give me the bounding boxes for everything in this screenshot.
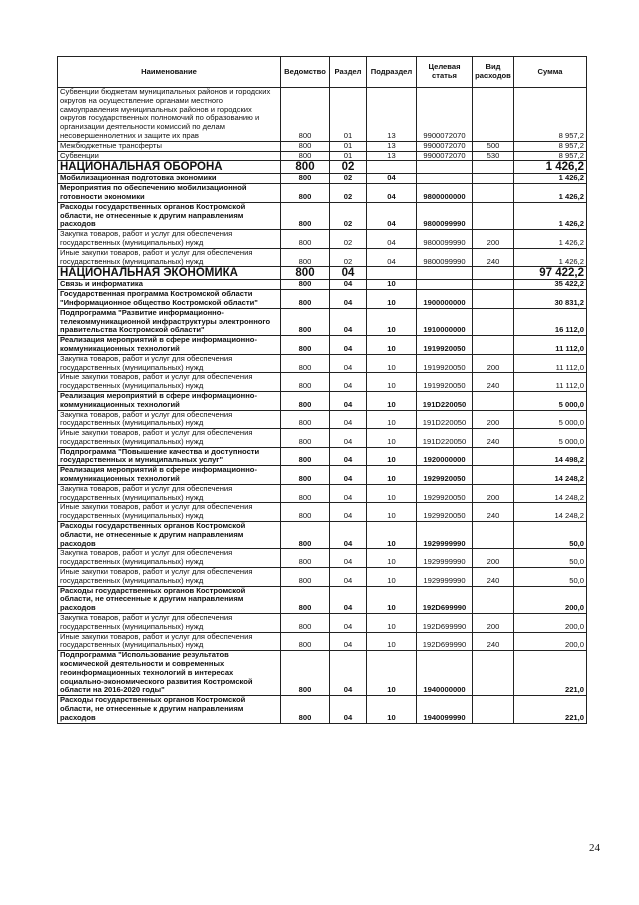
cell-vr: 500 — [473, 141, 514, 151]
cell-name: Реализация мероприятий в сфере информационно-коммуникационных технологий — [58, 391, 281, 410]
cell-sum: 5 000,0 — [514, 429, 587, 448]
cell-cs: 9800099990 — [417, 202, 473, 229]
cell-ved: 800 — [281, 391, 330, 410]
cell-podr: 13 — [367, 151, 417, 161]
cell-sum: 30 831,2 — [514, 290, 587, 309]
table-row — [58, 308, 587, 335]
cell-razd: 01 — [330, 88, 367, 142]
cell-cs: 1919920050 — [417, 373, 473, 392]
cell-razd: 04 — [330, 503, 367, 522]
cell-razd: 04 — [330, 308, 367, 335]
cell-sum: 16 112,0 — [514, 308, 587, 335]
cell-sum: 200,0 — [514, 632, 587, 651]
cell-sum: 5 000,0 — [514, 410, 587, 429]
header-cs: Целевая статья — [417, 57, 473, 88]
cell-ved: 800 — [281, 202, 330, 229]
cell-ved: 800 — [281, 373, 330, 392]
cell-ved: 800 — [281, 632, 330, 651]
cell-vr — [473, 88, 514, 142]
cell-name: Подпрограмма "Использование результатов космической деятельности и современных геоинформационных технологий в интересах социально-экономического развития Костромской области на 2016-2020 годы" — [58, 651, 281, 696]
cell-razd: 04 — [330, 429, 367, 448]
table-row — [58, 373, 587, 392]
cell-sum: 11 112,0 — [514, 373, 587, 392]
cell-ved: 800 — [281, 141, 330, 151]
header-name: Наименование — [58, 57, 281, 88]
budget-table — [57, 56, 587, 724]
cell-podr: 10 — [367, 549, 417, 568]
cell-cs: 1929999990 — [417, 568, 473, 587]
cell-vr: 240 — [473, 503, 514, 522]
table-row — [58, 248, 587, 267]
cell-name: Закупка товаров, работ и услуг для обеспечения государственных (муниципальных) нужд — [58, 230, 281, 249]
cell-podr: 10 — [367, 391, 417, 410]
cell-podr: 10 — [367, 373, 417, 392]
cell-podr: 10 — [367, 280, 417, 290]
table-row — [58, 280, 587, 290]
table-row — [58, 336, 587, 355]
table-row — [58, 614, 587, 633]
cell-podr: 10 — [367, 568, 417, 587]
cell-vr: 240 — [473, 632, 514, 651]
cell-ved: 800 — [281, 174, 330, 184]
cell-ved: 800 — [281, 336, 330, 355]
cell-cs: 1900000000 — [417, 290, 473, 309]
cell-cs — [417, 280, 473, 290]
cell-cs: 191D220050 — [417, 410, 473, 429]
budget-table-sheet — [57, 56, 586, 724]
cell-name: Закупка товаров, работ и услуг для обеспечения государственных (муниципальных) нужд — [58, 549, 281, 568]
cell-ved: 800 — [281, 696, 330, 723]
cell-cs: 1919920050 — [417, 336, 473, 355]
table-row — [58, 267, 587, 280]
cell-cs: 1929999990 — [417, 522, 473, 549]
cell-sum: 97 422,2 — [514, 267, 587, 280]
cell-razd: 01 — [330, 141, 367, 151]
cell-sum: 50,0 — [514, 568, 587, 587]
cell-sum: 11 112,0 — [514, 354, 587, 373]
table-row — [58, 410, 587, 429]
cell-name: Мероприятия по обеспечению мобилизационной готовности экономики — [58, 184, 281, 203]
cell-vr — [473, 586, 514, 613]
cell-vr: 240 — [473, 373, 514, 392]
cell-sum: 14 248,2 — [514, 466, 587, 485]
cell-vr — [473, 174, 514, 184]
cell-vr — [473, 161, 514, 174]
cell-ved: 800 — [281, 280, 330, 290]
cell-podr: 04 — [367, 248, 417, 267]
header-vr: Вид расходов — [473, 57, 514, 88]
cell-razd: 02 — [330, 184, 367, 203]
cell-razd: 04 — [330, 632, 367, 651]
table-row — [58, 161, 587, 174]
cell-cs: 191D220050 — [417, 429, 473, 448]
cell-cs: 1919920050 — [417, 354, 473, 373]
cell-ved: 800 — [281, 614, 330, 633]
cell-ved: 800 — [281, 522, 330, 549]
cell-cs: 192D699990 — [417, 586, 473, 613]
cell-vr: 200 — [473, 410, 514, 429]
cell-podr: 04 — [367, 230, 417, 249]
cell-name: Расходы государственных органов Костромской области, не отнесенные к другим направлениям расходов — [58, 696, 281, 723]
cell-ved: 800 — [281, 484, 330, 503]
cell-razd: 04 — [330, 614, 367, 633]
cell-podr: 10 — [367, 586, 417, 613]
cell-podr: 10 — [367, 466, 417, 485]
header-podr: Подраздел — [367, 57, 417, 88]
cell-cs: 192D699990 — [417, 614, 473, 633]
cell-vr: 200 — [473, 354, 514, 373]
cell-podr: 10 — [367, 632, 417, 651]
cell-name: Расходы государственных органов Костромской области, не отнесенные к другим направлениям расходов — [58, 586, 281, 613]
table-row — [58, 429, 587, 448]
cell-sum: 14 248,2 — [514, 503, 587, 522]
cell-podr — [367, 267, 417, 280]
cell-name: Закупка товаров, работ и услуг для обеспечения государственных (муниципальных) нужд — [58, 484, 281, 503]
cell-sum: 14 248,2 — [514, 484, 587, 503]
cell-sum: 50,0 — [514, 549, 587, 568]
table-row — [58, 549, 587, 568]
cell-name: Расходы государственных органов Костромской области, не отнесенные к другим направлениям расходов — [58, 202, 281, 229]
cell-vr — [473, 267, 514, 280]
header-razd: Раздел — [330, 57, 367, 88]
cell-cs — [417, 161, 473, 174]
cell-name: Закупка товаров, работ и услуг для обеспечения государственных (муниципальных) нужд — [58, 354, 281, 373]
cell-name: Мобилизационная подготовка экономики — [58, 174, 281, 184]
cell-vr — [473, 280, 514, 290]
cell-razd: 04 — [330, 484, 367, 503]
cell-vr — [473, 202, 514, 229]
cell-sum: 8 957,2 — [514, 88, 587, 142]
cell-vr — [473, 184, 514, 203]
cell-sum: 1 426,2 — [514, 248, 587, 267]
cell-sum: 200,0 — [514, 586, 587, 613]
cell-razd: 01 — [330, 151, 367, 161]
table-row — [58, 88, 587, 142]
cell-vr — [473, 466, 514, 485]
cell-ved: 800 — [281, 161, 330, 174]
table-row — [58, 651, 587, 696]
cell-name: Иные закупки товаров, работ и услуг для обеспечения государственных (муниципальных) нужд — [58, 429, 281, 448]
cell-vr: 200 — [473, 484, 514, 503]
cell-name: Расходы государственных органов Костромской области, не отнесенные к другим направлениям расходов — [58, 522, 281, 549]
table-row — [58, 290, 587, 309]
cell-razd: 04 — [330, 568, 367, 587]
cell-vr: 240 — [473, 429, 514, 448]
cell-ved: 800 — [281, 466, 330, 485]
cell-podr: 10 — [367, 614, 417, 633]
cell-vr — [473, 308, 514, 335]
cell-cs: 1929999990 — [417, 549, 473, 568]
cell-podr: 10 — [367, 308, 417, 335]
table-body — [58, 88, 587, 724]
cell-podr: 10 — [367, 290, 417, 309]
cell-cs: 9800099990 — [417, 230, 473, 249]
cell-vr: 240 — [473, 568, 514, 587]
cell-sum: 1 426,2 — [514, 161, 587, 174]
cell-name: Подпрограмма "Повышение качества и доступности государственных и муниципальных услуг" — [58, 447, 281, 466]
cell-razd: 04 — [330, 391, 367, 410]
table-row — [58, 522, 587, 549]
cell-vr — [473, 290, 514, 309]
cell-sum: 1 426,2 — [514, 202, 587, 229]
cell-sum: 221,0 — [514, 696, 587, 723]
cell-cs: 9900072070 — [417, 141, 473, 151]
cell-cs: 1929920050 — [417, 484, 473, 503]
cell-razd: 04 — [330, 586, 367, 613]
cell-podr — [367, 161, 417, 174]
cell-ved: 800 — [281, 549, 330, 568]
cell-ved: 800 — [281, 184, 330, 203]
cell-cs: 192D699990 — [417, 632, 473, 651]
cell-name: Иные закупки товаров, работ и услуг для обеспечения государственных (муниципальных) нужд — [58, 503, 281, 522]
cell-podr: 10 — [367, 447, 417, 466]
cell-ved: 800 — [281, 354, 330, 373]
cell-sum: 50,0 — [514, 522, 587, 549]
cell-sum: 35 422,2 — [514, 280, 587, 290]
cell-razd: 04 — [330, 267, 367, 280]
cell-cs: 9900072070 — [417, 88, 473, 142]
cell-sum: 200,0 — [514, 614, 587, 633]
table-row — [58, 151, 587, 161]
table-row — [58, 586, 587, 613]
cell-ved: 800 — [281, 308, 330, 335]
cell-ved: 800 — [281, 429, 330, 448]
cell-name: Закупка товаров, работ и услуг для обеспечения государственных (муниципальных) нужд — [58, 614, 281, 633]
cell-name: Субвенции бюджетам муниципальных районов и городских округов на осуществление органами местного самоуправления муниципальных районов и городских округов государственных полномочий по образованию и организации деятельности комиссий по делам несовершеннолетних и защите их прав — [58, 88, 281, 142]
cell-ved: 800 — [281, 447, 330, 466]
cell-razd: 04 — [330, 696, 367, 723]
table-row — [58, 447, 587, 466]
cell-cs: 9900072070 — [417, 151, 473, 161]
cell-razd: 04 — [330, 280, 367, 290]
cell-name: Иные закупки товаров, работ и услуг для обеспечения государственных (муниципальных) нужд — [58, 373, 281, 392]
cell-cs: 191D220050 — [417, 391, 473, 410]
cell-vr: 200 — [473, 614, 514, 633]
cell-razd: 04 — [330, 290, 367, 309]
cell-cs: 9800099990 — [417, 248, 473, 267]
cell-vr — [473, 696, 514, 723]
table-row — [58, 391, 587, 410]
cell-name: Связь и информатика — [58, 280, 281, 290]
cell-razd: 04 — [330, 549, 367, 568]
table-row — [58, 632, 587, 651]
cell-ved: 800 — [281, 410, 330, 429]
cell-podr: 10 — [367, 354, 417, 373]
table-header-row — [58, 57, 587, 88]
cell-razd: 02 — [330, 248, 367, 267]
cell-cs: 9800000000 — [417, 184, 473, 203]
table-row — [58, 184, 587, 203]
cell-ved: 800 — [281, 248, 330, 267]
cell-podr: 04 — [367, 184, 417, 203]
cell-name: Реализация мероприятий в сфере информационно-коммуникационных технологий — [58, 336, 281, 355]
cell-vr — [473, 651, 514, 696]
cell-podr: 10 — [367, 651, 417, 696]
cell-ved: 800 — [281, 586, 330, 613]
cell-ved: 800 — [281, 88, 330, 142]
cell-cs: 1920000000 — [417, 447, 473, 466]
cell-sum: 1 426,2 — [514, 174, 587, 184]
cell-sum: 221,0 — [514, 651, 587, 696]
cell-podr: 10 — [367, 484, 417, 503]
cell-sum: 1 426,2 — [514, 230, 587, 249]
cell-name: НАЦИОНАЛЬНАЯ ОБОРОНА — [58, 161, 281, 174]
cell-name: Субвенции — [58, 151, 281, 161]
cell-razd: 04 — [330, 373, 367, 392]
cell-ved: 800 — [281, 503, 330, 522]
cell-name: Государственная программа Костромской области "Информационное общество Костромской области" — [58, 290, 281, 309]
table-row — [58, 202, 587, 229]
table-row — [58, 696, 587, 723]
cell-sum: 8 957,2 — [514, 141, 587, 151]
page-number: 24 — [589, 842, 600, 854]
cell-vr: 530 — [473, 151, 514, 161]
cell-ved: 800 — [281, 267, 330, 280]
cell-razd: 04 — [330, 466, 367, 485]
table-row — [58, 466, 587, 485]
cell-razd: 02 — [330, 161, 367, 174]
cell-cs: 1940000000 — [417, 651, 473, 696]
cell-podr: 10 — [367, 410, 417, 429]
cell-sum: 11 112,0 — [514, 336, 587, 355]
cell-cs — [417, 174, 473, 184]
cell-podr: 13 — [367, 141, 417, 151]
cell-vr: 240 — [473, 248, 514, 267]
cell-ved: 800 — [281, 568, 330, 587]
cell-cs — [417, 267, 473, 280]
header-ved: Ведомство — [281, 57, 330, 88]
cell-podr: 10 — [367, 429, 417, 448]
cell-sum: 14 498,2 — [514, 447, 587, 466]
cell-ved: 800 — [281, 230, 330, 249]
cell-vr — [473, 391, 514, 410]
cell-razd: 04 — [330, 447, 367, 466]
cell-podr: 10 — [367, 696, 417, 723]
cell-sum: 8 957,2 — [514, 151, 587, 161]
cell-podr: 10 — [367, 522, 417, 549]
cell-razd: 04 — [330, 336, 367, 355]
table-row — [58, 484, 587, 503]
cell-name: Иные закупки товаров, работ и услуг для обеспечения государственных (муниципальных) нужд — [58, 632, 281, 651]
cell-razd: 04 — [330, 354, 367, 373]
cell-name: Реализация мероприятий в сфере информационно-коммуникационных технологий — [58, 466, 281, 485]
cell-name: Иные закупки товаров, работ и услуг для обеспечения государственных (муниципальных) нужд — [58, 248, 281, 267]
cell-razd: 04 — [330, 410, 367, 429]
cell-sum: 1 426,2 — [514, 184, 587, 203]
table-row — [58, 568, 587, 587]
cell-podr: 10 — [367, 336, 417, 355]
table-row — [58, 174, 587, 184]
table-row — [58, 141, 587, 151]
cell-name: Закупка товаров, работ и услуг для обеспечения государственных (муниципальных) нужд — [58, 410, 281, 429]
cell-podr: 13 — [367, 88, 417, 142]
cell-cs: 1940099990 — [417, 696, 473, 723]
cell-ved: 800 — [281, 651, 330, 696]
cell-razd: 02 — [330, 174, 367, 184]
cell-podr: 10 — [367, 503, 417, 522]
table-row — [58, 230, 587, 249]
table-row — [58, 354, 587, 373]
cell-vr: 200 — [473, 549, 514, 568]
cell-razd: 02 — [330, 230, 367, 249]
cell-vr — [473, 336, 514, 355]
cell-sum: 5 000,0 — [514, 391, 587, 410]
cell-ved: 800 — [281, 151, 330, 161]
cell-razd: 04 — [330, 651, 367, 696]
cell-cs: 1929920050 — [417, 503, 473, 522]
cell-podr: 04 — [367, 174, 417, 184]
cell-ved: 800 — [281, 290, 330, 309]
cell-name: НАЦИОНАЛЬНАЯ ЭКОНОМИКА — [58, 267, 281, 280]
cell-razd: 04 — [330, 522, 367, 549]
cell-cs: 1910000000 — [417, 308, 473, 335]
table-row — [58, 503, 587, 522]
cell-name: Иные закупки товаров, работ и услуг для обеспечения государственных (муниципальных) нужд — [58, 568, 281, 587]
cell-vr: 200 — [473, 230, 514, 249]
cell-name: Межбюджетные трансферты — [58, 141, 281, 151]
cell-name: Подпрограмма "Развитие информационно-телекоммуникационной инфраструктуры электронного правительства Костромской области" — [58, 308, 281, 335]
cell-vr — [473, 447, 514, 466]
cell-vr — [473, 522, 514, 549]
cell-razd: 02 — [330, 202, 367, 229]
cell-cs: 1929920050 — [417, 466, 473, 485]
cell-podr: 04 — [367, 202, 417, 229]
header-sum: Сумма — [514, 57, 587, 88]
